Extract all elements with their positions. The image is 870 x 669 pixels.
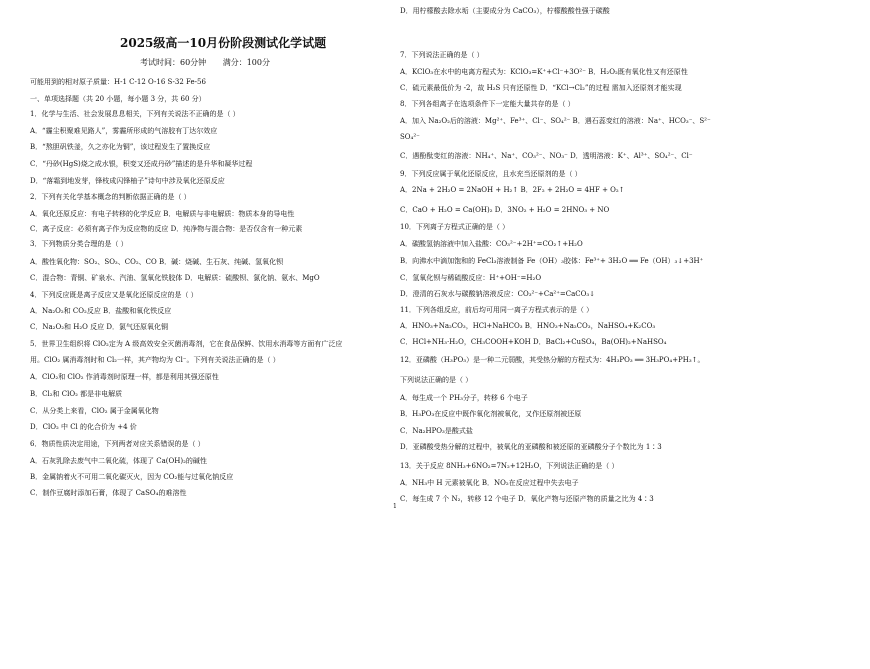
- right-line-15: C．氢氧化钡与稀硫酸反应：H⁺+OH⁻=H₂O: [400, 274, 542, 282]
- left-line-19: A．ClO₂和 ClO₂ 作消毒剂时原理一样，都是利用其强还原性: [30, 373, 219, 381]
- right-line-27: A．NH₃中 H 元素被氧化 B．NO₂在反应过程中失去电子: [400, 479, 579, 487]
- left-line-13: C．混合物：青铜、矿泉水、汽油、氢氧化铁胶体 D．电解质：硫酸钡、氯化钠、氨水、MgO: [30, 274, 320, 282]
- left-line-4: A．“霾尘积聚难见路人”，雾霾所形成的气溶胶有丁达尔效应: [30, 127, 218, 135]
- right-line-26: 13．关于反应 8NH₃+6NO₂=7N₂+12H₂O，下列说法正确的是（ ）: [400, 462, 619, 470]
- right-line-10: A．2Na + 2H₂O = 2NaOH + H₂↑ B．2F₂ + 2H₂O = 4HF + O₂↑: [400, 186, 625, 194]
- left-line-10: C．离子反应：必须有离子作为反应物的反应 D．纯净物与混合物：是否仅含有一种元素: [30, 225, 303, 233]
- left-line-5: B．“熬胆矾铁釜，久之亦化为铜”，该过程发生了置换反应: [30, 143, 211, 151]
- left-line-15: A．Na₂O₂和 CO₂反应 B．盐酸和氧化铁反应: [30, 307, 172, 315]
- left-line-18: 用。ClO₂ 属消毒剂时和 Cl₂一样，其产物均为 Cl⁻。下列有关说法正确的是（ ）: [30, 356, 280, 364]
- left-line-2: 一、单项选择题（共 20 小题，每小题 3 分，共 60 分）: [30, 95, 206, 103]
- right-line-4: C．硫元素最低价为 -2，故 H₂S 只有还原性 D．“KCl→Cl₂”的过程 需加入还原剂才能实现: [400, 84, 682, 92]
- right-line-8: C．遇酚酞变红的溶液：NH₄⁺、Na⁺、CO₃²⁻、NO₃⁻ D．透明溶液：K⁺、Al³⁺、SO₄²⁻、Cl⁻: [400, 152, 693, 160]
- left-line-21: C．从分类上来看，ClO₂ 属于金属氧化物: [30, 407, 159, 415]
- left-line-24: A．石灰乳除去废气中二氧化硫，体现了 Ca(OH)₂的碱性: [30, 457, 207, 465]
- left-line-23: 6．物质性质决定用途，下列两者对应关系错误的是（ ）: [30, 440, 205, 448]
- right-line-16: D．澄清的石灰水与碳酸钠溶液反应：CO₃²⁻+Ca²⁺=CaCO₃↓: [400, 290, 596, 298]
- left-line-11: 3．下列物质分类合理的是（ ）: [30, 240, 128, 248]
- left-line-16: C．Na₂O₂和 H₂O 反应 D．氯气还原氧化铜: [30, 323, 168, 331]
- right-line-9: 9．下列反应属于氧化还原反应，且水充当还原剂的是（ ）: [400, 170, 582, 178]
- left-line-3: 1．化学与生活、社会发展息息相关，下列有关说法不正确的是（ ）: [30, 110, 240, 118]
- right-line-19: C．HCl+NH₃·H₂O，CH₃COOH+KOH D．BaCl₂+CuSO₄，Ba(OH)₂+NaHSO₄: [400, 338, 667, 346]
- right-line-17: 11．下列各组反应，前后均可用同一离子方程式表示的是（ ）: [400, 306, 594, 314]
- right-line-24: C．Na₂HPO₃是酸式盐: [400, 427, 473, 435]
- right-line-11: C．CaO + H₂O = Ca(OH)₂ D．3NO₂ + H₂O = 2HNO₃ + NO: [400, 206, 610, 214]
- right-line-3: A．KClO₃在水中的电离方程式为：KClO₃=K⁺+Cl⁻+3O²⁻ B．H₂O₂既有氧化性又有还原性: [400, 68, 688, 76]
- left-line-12: A．酸性氧化物：SO₂、SO₃、CO₂、CO B．碱：烧碱、生石灰、纯碱、氢氧化钡: [30, 258, 284, 266]
- right-line-20: 12．亚磷酸（H₃PO₃）是一种二元弱酸，其受热分解的方程式为：4H₃PO₃ ══ 3H₃PO₄+PH₃↑。: [400, 356, 705, 364]
- left-line-25: B．金属钠着火不可用二氧化碳灭火，因为 CO₂能与过氧化钠反应: [30, 473, 234, 481]
- left-line-7: D．“落霜到地发芽，锋枝成闪锋柚子”诗句中涉及氧化还原反应: [30, 177, 225, 185]
- right-line-22: A．每生成一个 PH₃分子，转移 6 个电子: [400, 394, 528, 402]
- right-line-21: 下列说法正确的是（ ）: [400, 376, 473, 384]
- left-line-6: C．“丹砂(HgS)烧之成水银，积变又还成丹砂”描述的是升华和凝华过程: [30, 160, 253, 168]
- left-line-20: B．Cl₂和 ClO₂ 都是非电解质: [30, 390, 123, 398]
- right-line-5: 8．下列各组离子在选项条件下一定能大量共存的是（ ）: [400, 100, 575, 108]
- right-line-2: 7．下列说法正确的是（ ）: [400, 51, 484, 59]
- left-line-26: C．制作豆腐时添加石膏，体现了 CaSO₄的难溶性: [30, 489, 187, 497]
- left-line-9: A．氧化还原反应：有电子转移的化学反应 B．电解质与非电解质：物质本身的导电性: [30, 210, 295, 218]
- left-line-8: 2．下列有关化学基本概念的判断依据正确的是（ ）: [30, 193, 191, 201]
- right-line-1: D．用柠檬酸去除水垢（主要成分为 CaCO₃），柠檬酸酸性强于碳酸: [400, 7, 610, 15]
- right-line-14: B．向沸水中滴加饱和的 FeCl₃溶液制备 Fe（OH）₃胶体：Fe³⁺+ 3H₂O ══ Fe（OH）₃↓+3H⁺: [400, 257, 704, 265]
- right-line-23: B．H₃PO₃在反应中既作氧化剂被氧化，又作还原剂被还原: [400, 410, 582, 418]
- right-line-28: C．每生成 7 个 N₂，转移 12 个电子 D．氧化产物与还原产物的质量之比为 4∶3: [400, 495, 654, 503]
- page-title: 2025级高一10月份阶段测试化学试题: [120, 36, 327, 50]
- exam-meta: 考试时间：60分钟 满分：100分: [140, 58, 270, 67]
- left-line-22: D．ClO₂ 中 Cl 的化合价为 +4 价: [30, 423, 137, 431]
- right-line-12: 10．下列离子方程式正确的是（ ）: [400, 223, 510, 231]
- right-line-25: D．亚磷酸受热分解的过程中，被氧化的亚磷酸和被还原的亚磷酸分子个数比为 1∶3: [400, 443, 662, 451]
- left-line-14: 4．下列反应既是离子反应又是氧化还原反应的是（ ）: [30, 291, 198, 299]
- right-line-6: A．加入 Na₂O₂后的溶液：Mg²⁺、Fe³⁺、Cl⁻、SO₄²⁻ B．遇石蕊变红的溶液：Na⁺、HCO₃⁻、S²⁻: [400, 117, 711, 125]
- page-number: 1: [393, 503, 397, 510]
- right-line-7: SO₄²⁻: [400, 133, 420, 141]
- left-line-17: 5．世界卫生组织将 ClO₂定为 A 级高效安全灭菌消毒剂，它在食品保鲜、饮用水消毒等方面有广泛应: [30, 340, 343, 348]
- right-line-13: A．碳酸氢钠溶液中加入盐酸：CO₃²⁻+2H⁺=CO₂↑+H₂O: [400, 240, 583, 248]
- left-line-1: 可能用到的相对原子质量：H-1 C-12 O-16 S-32 Fe-56: [30, 78, 206, 86]
- right-line-18: A．HNO₃+Na₂CO₃，HCl+NaHCO₃ B．HNO₃+Na₂CO₃，NaHSO₄+K₂CO₃: [400, 322, 656, 330]
